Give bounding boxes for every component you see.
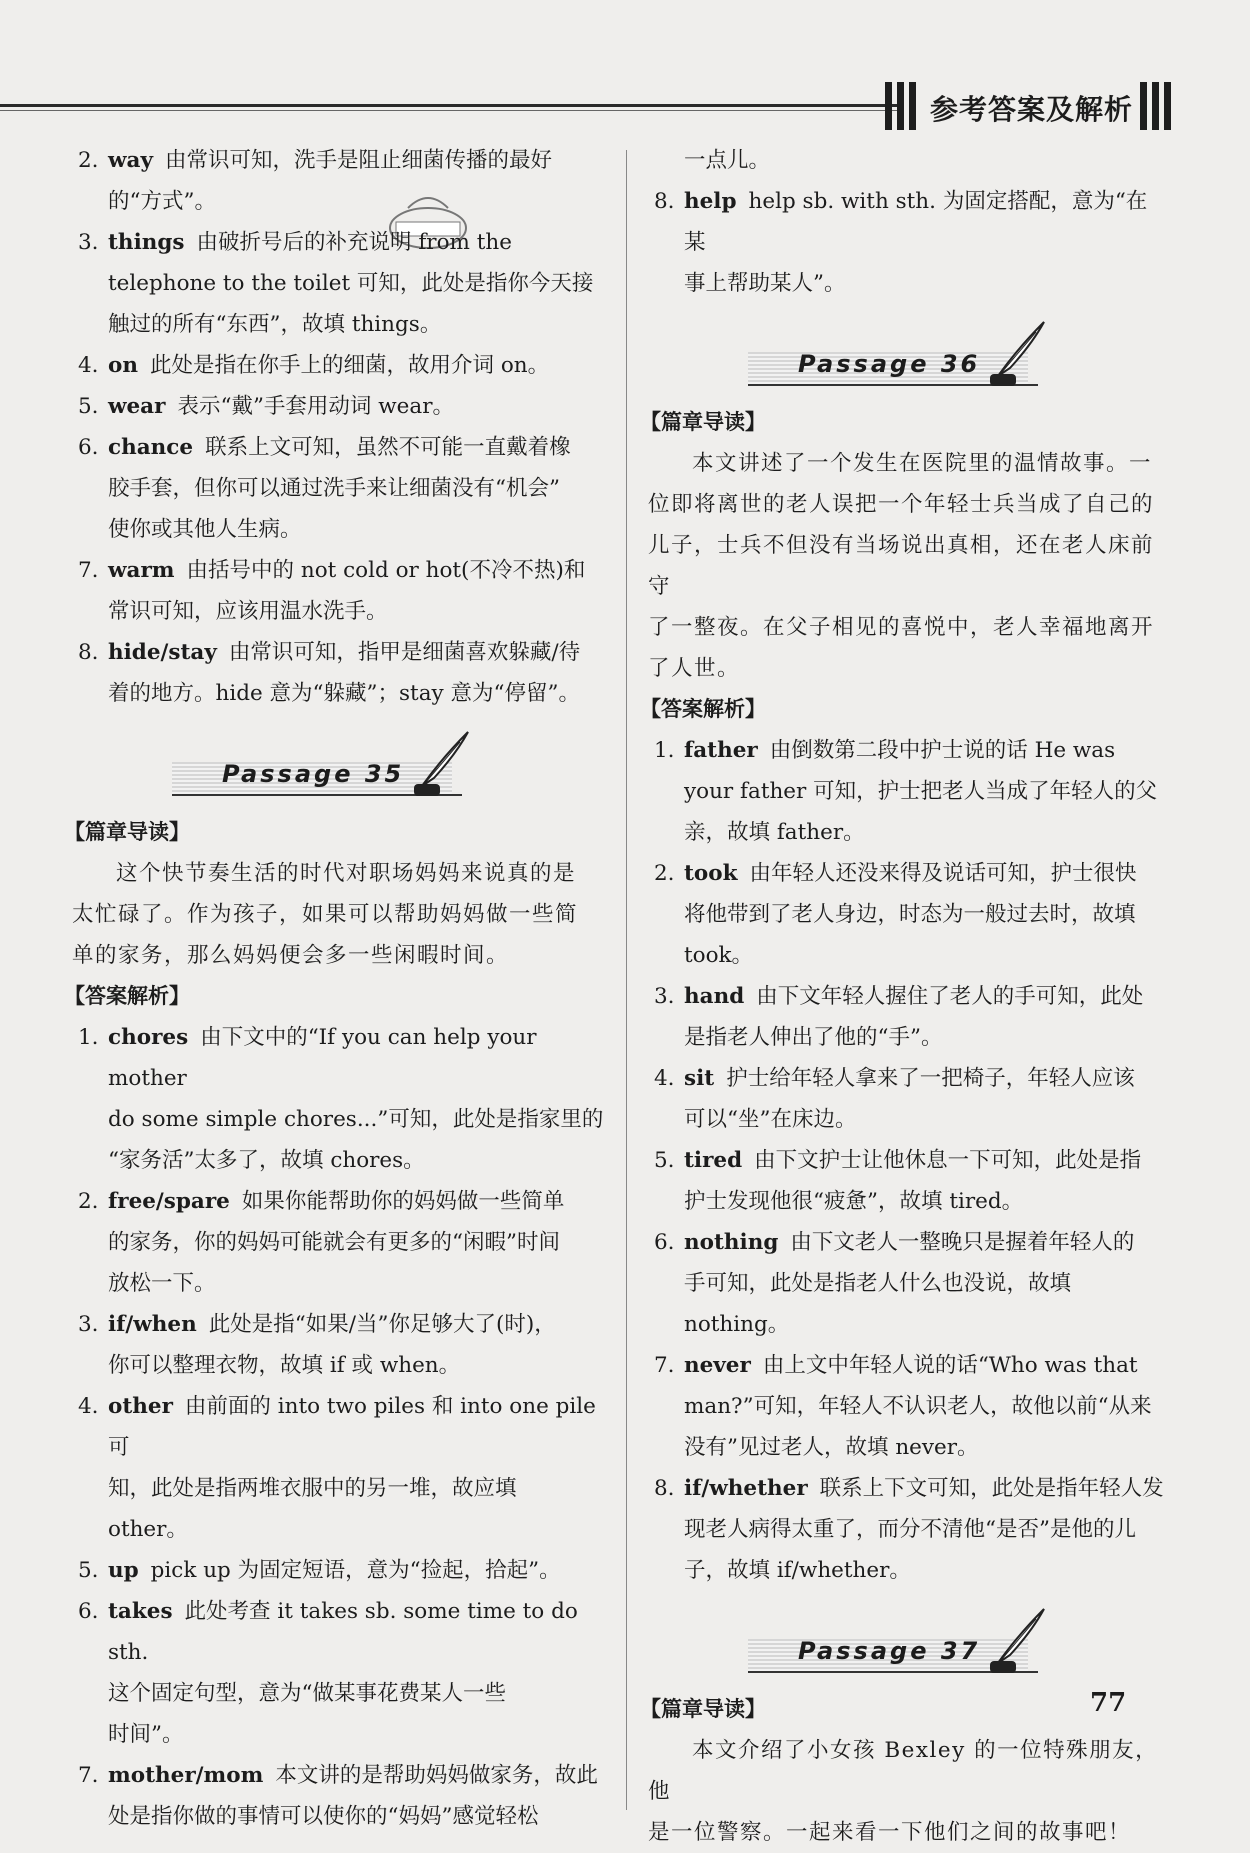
answer-item-cont: telephone to the toilet 可知，此处是指你今天接 <box>108 271 594 296</box>
intro-line: 本文讲述了一个发生在医院里的温情故事。一 <box>692 451 1153 476</box>
answer-item-cont: your father 可知，护士把老人当成了年轻人的父 <box>684 779 1158 804</box>
answer-item-cont: man?”可知，年轻人不认识老人，故他以前“从来 <box>684 1394 1152 1419</box>
answer-item-cont: do some simple chores...”可知，此处是指家里的 <box>108 1107 604 1132</box>
intro-line: 单的家务，那么妈妈便会多一些闲暇时间。 <box>72 943 510 968</box>
passage-35-intro <box>72 853 604 976</box>
answer-item-cont: 将他带到了老人身边，时态为一般过去时，故填 <box>684 902 1136 927</box>
answer-item: 4. other 由前面的 into two piles 和 into one pile 可 <box>78 1394 596 1460</box>
right-column <box>640 140 1166 1853</box>
passage-35-heading <box>72 728 604 804</box>
answer-item-cont: 你可以整理衣物，故填 if 或 when。 <box>108 1353 461 1378</box>
answer-item: 2. way 由常识可知，洗手是阻止细菌传播的最好 <box>78 148 552 173</box>
passage-title: Passage 35 <box>222 760 405 788</box>
answer-item-cont: 着的地方。hide 意为“躲藏”；stay 意为“停留”。 <box>108 681 580 706</box>
answer-item-cont: 使你或其他人生病。 <box>108 517 302 542</box>
answer-item: 1. father 由倒数第二段中护士说的话 He was <box>654 738 1116 763</box>
answer-item: 8. if/whether 联系上下文可知，此处是指年轻人发 <box>654 1476 1164 1501</box>
section-label-intro: 【篇章导读】 <box>640 410 766 434</box>
header-title: 参考答案及解析 <box>930 93 1134 126</box>
column-divider <box>626 150 627 1810</box>
intro-line: 太忙碌了。作为孩子，如果可以帮助妈妈做一些简 <box>72 902 579 927</box>
answer-item-cont: 处是指你做的事情可以使你的“妈妈”感觉轻松 <box>108 1804 539 1829</box>
answer-item-cont: 手可知，此处是指老人什么也没说，故填 nothing。 <box>684 1271 1072 1337</box>
header-rule-thin <box>0 110 900 111</box>
intro-line: 这个快节奏生活的时代对职场妈妈来说真的是 <box>116 861 577 886</box>
section-label-intro: 【篇章导读】 <box>64 820 190 844</box>
answer-item: 7. warm 由括号中的 not cold or hot(不冷不热)和 <box>78 558 586 583</box>
carry-over-line: 一点儿。 <box>684 148 771 173</box>
header-bars-left <box>885 82 916 132</box>
answer-item: 6. takes 此处考查 it takes sb. some time to do sth. <box>78 1599 578 1665</box>
answer-item: 4. on 此处是指在你手上的细菌，故用介词 on。 <box>78 353 550 378</box>
header-bars-right <box>1140 82 1171 132</box>
answer-item-cont: 事上帮助某人”。 <box>684 271 846 296</box>
p36-answer-list <box>648 730 1166 1591</box>
intro-line: 儿子，士兵不但没有当场说出真相，还在老人床前守 <box>648 533 1155 599</box>
section-label-answers: 【答案解析】 <box>64 984 190 1008</box>
answer-item: 7. never 由上文中年轻人说的话“Who was that <box>654 1353 1138 1378</box>
answer-item-cont: 知，此处是指两堆衣服中的另一堆，故应填 <box>108 1476 517 1501</box>
answer-item-cont: “家务活”太多了，故填 chores。 <box>108 1148 425 1173</box>
answer-item: 7. mother/mom 本文讲的是帮助妈妈做家务，故此 <box>78 1763 598 1788</box>
passage-37-intro <box>648 1730 1166 1853</box>
answer-item-cont: 的“方式”。 <box>108 189 216 214</box>
answer-item: 3. hand 由下文年轻人握住了老人的手可知，此处 <box>654 984 1144 1009</box>
quill-pen-icon <box>988 1605 1048 1675</box>
answer-item: 1. chores 由下文中的“If you can help your mother <box>78 1025 537 1091</box>
intro-line: 本文介绍了小女孩 Bexley 的一位特殊朋友，他 <box>648 1738 1159 1804</box>
answer-item-cont: 是指老人伸出了他的“手”。 <box>684 1025 943 1050</box>
passage-37-heading <box>648 1605 1166 1681</box>
p35-answer-list <box>72 1017 604 1837</box>
quill-pen-icon <box>988 318 1048 388</box>
answer-item: 3. if/when 此处是指“如果/当”你足够大了(时)， <box>78 1312 556 1337</box>
intro-line: 了人世。 <box>648 656 741 681</box>
section-label-intro: 【篇章导读】 <box>640 1697 766 1721</box>
page-number: 77 <box>1090 1688 1127 1718</box>
intro-line: 了一整夜。在父子相见的喜悦中，老人幸福地离开 <box>648 615 1155 640</box>
answer-item-cont: 没有”见过老人，故填 never。 <box>684 1435 979 1460</box>
passage-36-intro <box>648 443 1166 689</box>
answer-item-cont: 胶手套，但你可以通过洗手来让细菌没有“机会” <box>108 476 560 501</box>
answer-item: 6. nothing 由下文老人一整晚只是握着年轻人的 <box>654 1230 1135 1255</box>
answer-item: 5. wear 表示“戴”手套用动词 wear。 <box>78 394 454 419</box>
passage-title: Passage 37 <box>798 1637 981 1665</box>
answer-item: 4. sit 护士给年轻人拿来了一把椅子，年轻人应该 <box>654 1066 1135 1091</box>
answer-item: 2. free/spare 如果你能帮助你的妈妈做一些简单 <box>78 1189 565 1214</box>
answer-item: 5. tired 由下文护士让他休息一下可知，此处是指 <box>654 1148 1142 1173</box>
passage-36-heading <box>648 318 1166 394</box>
left-column <box>64 140 604 1837</box>
section-label-answers: 【答案解析】 <box>640 697 766 721</box>
answer-item: 6. chance 联系上文可知，虽然不可能一直戴着橡 <box>78 435 571 460</box>
answer-item-cont: 触过的所有“东西”，故填 things。 <box>108 312 442 337</box>
answer-item-cont: 时间”。 <box>108 1722 184 1747</box>
answer-item-cont: 护士发现他很“疲惫”，故填 tired。 <box>684 1189 1024 1214</box>
answer-item-cont: 常识可知，应该用温水洗手。 <box>108 599 388 624</box>
answer-item-cont: took。 <box>684 943 754 968</box>
answer-item-cont: 放松一下。 <box>108 1271 216 1296</box>
p34-answer-list <box>72 140 604 714</box>
answer-item: 3. things 由破折号后的补充说明 from the <box>78 230 512 255</box>
answer-item: 8. help help sb. with sth. 为固定搭配，意为“在某 <box>654 189 1148 255</box>
answer-item-cont: 这个固定句型，意为“做某事花费某人一些 <box>108 1681 506 1706</box>
answer-item-cont: 可以“坐”在床边。 <box>684 1107 857 1132</box>
answer-item: 2. took 由年轻人还没来得及说话可知，护士很快 <box>654 861 1137 886</box>
intro-line: 位即将离世的老人误把一个年轻士兵当成了自己的 <box>648 492 1155 517</box>
answer-item: 5. up pick up 为固定短语，意为“捡起，拾起”。 <box>78 1558 561 1583</box>
answer-item-cont: 现老人病得太重了，而分不清他“是否”是他的儿 <box>684 1517 1136 1542</box>
intro-line: 是一位警察。一起来看一下他们之间的故事吧！ <box>648 1820 1132 1845</box>
answer-item-cont: other。 <box>108 1517 188 1542</box>
answer-item-cont: 亲，故填 father。 <box>684 820 865 845</box>
answer-item-cont: 子，故填 if/whether。 <box>684 1558 911 1583</box>
answer-item: 8. hide/stay 由常识可知，指甲是细菌喜欢躲藏/待 <box>78 640 581 665</box>
header-rule <box>0 104 900 107</box>
passage-title: Passage 36 <box>798 350 981 378</box>
answer-item-cont: 的家务，你的妈妈可能就会有更多的“闲暇”时间 <box>108 1230 560 1255</box>
quill-pen-icon <box>412 728 472 798</box>
